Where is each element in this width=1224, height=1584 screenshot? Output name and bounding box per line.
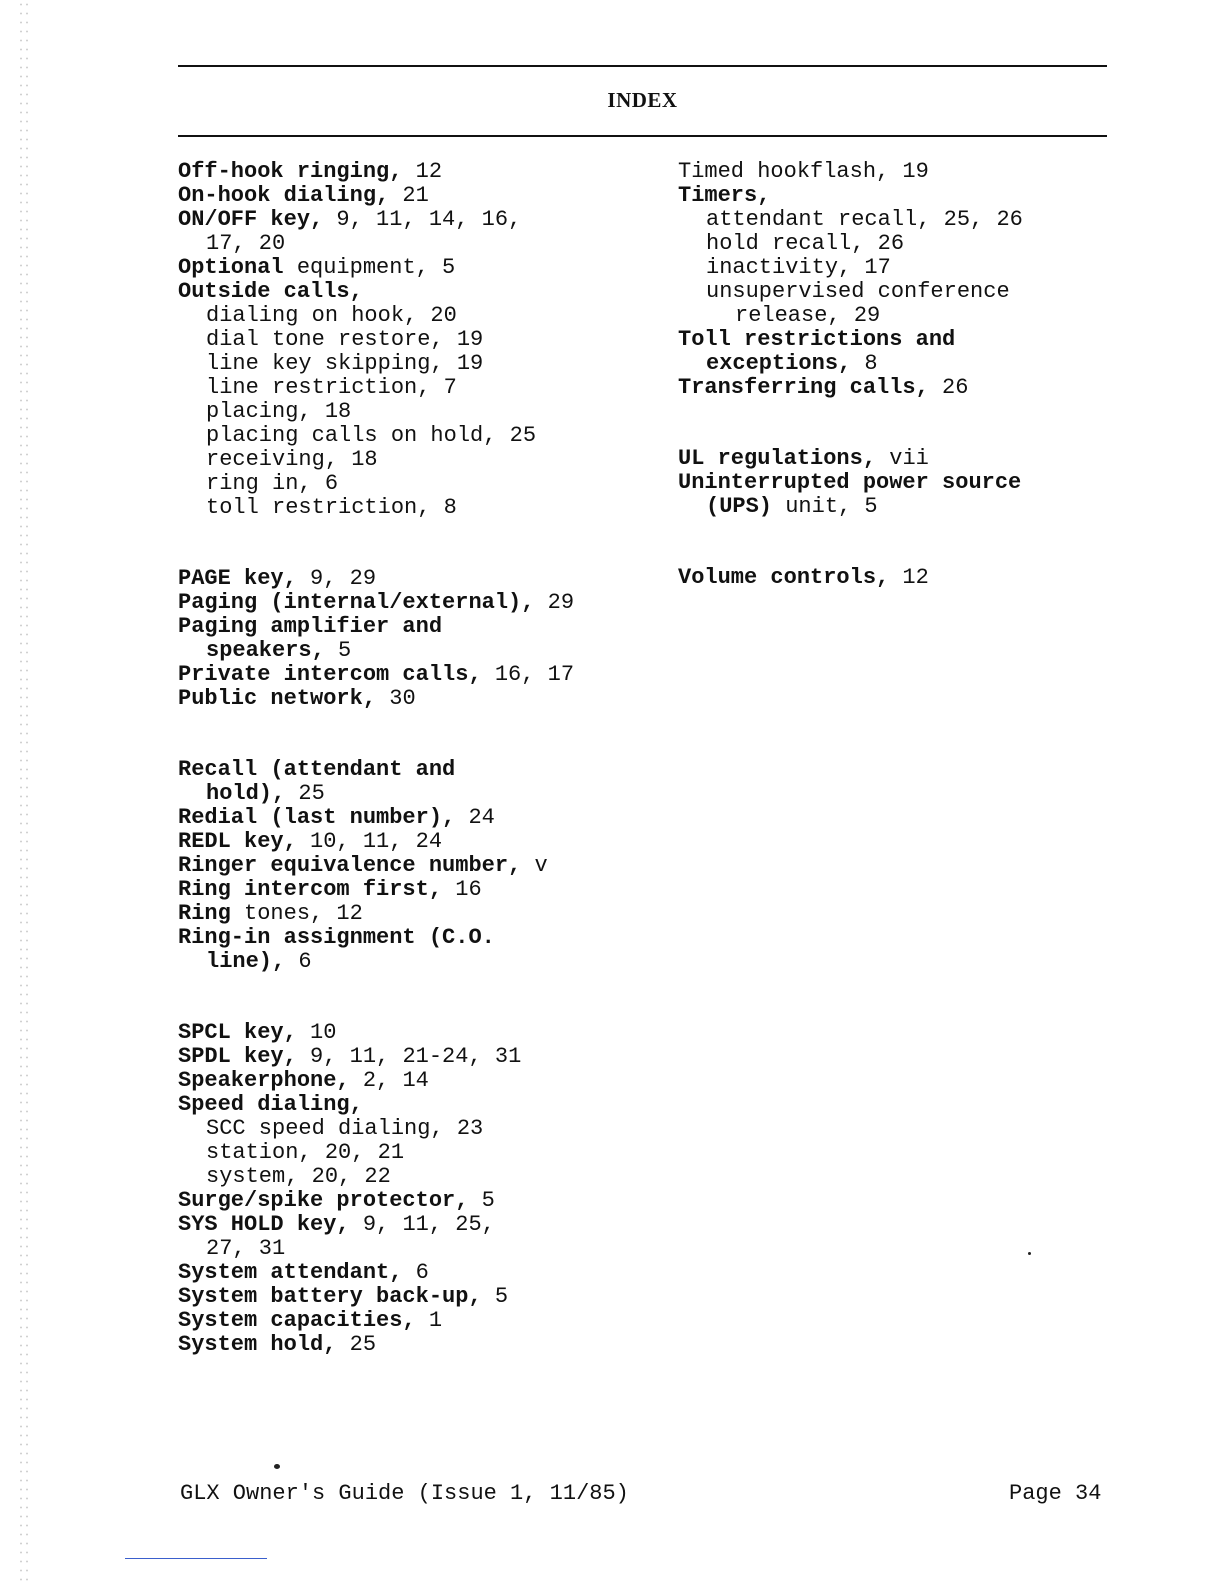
index-subentry [178, 448, 574, 472]
index-subentry [178, 1237, 574, 1261]
index-entry [178, 1309, 574, 1333]
index-term: Transferring calls, [678, 375, 929, 400]
index-pages: release, 29 [735, 303, 881, 328]
index-term: On-hook dialing, [178, 183, 390, 208]
index-entry [178, 1333, 574, 1357]
index-entry [178, 1261, 574, 1285]
index-entry [678, 471, 1023, 495]
index-term: Timers, [678, 183, 771, 208]
index-term: Paging amplifier and [178, 614, 443, 639]
index-entry [678, 447, 1023, 471]
index-entry [678, 328, 1023, 352]
index-pages: toll restriction, 8 [206, 495, 457, 520]
top-rule [178, 65, 1107, 67]
index-pages: placing, 18 [206, 399, 352, 424]
scan-speck [1028, 1252, 1031, 1255]
index-term: Ring [178, 901, 231, 926]
index-term: Private intercom calls, [178, 662, 482, 687]
index-pages: 29 [534, 590, 575, 615]
index-term: Ringer equivalence number, [178, 853, 522, 878]
index-entry [178, 758, 574, 782]
index-entry [178, 878, 574, 902]
index-pages: 9, 29 [296, 566, 377, 591]
index-pages: SCC speed dialing, 23 [206, 1116, 484, 1141]
index-subentry [178, 232, 574, 256]
index-subentry [678, 232, 1023, 256]
index-entry [178, 902, 574, 926]
index-term: Paging (internal/external), [178, 590, 535, 615]
index-term: speakers, [206, 638, 325, 663]
index-pages: 9, 11, 25, [349, 1212, 495, 1237]
index-term: Public network, [178, 686, 377, 711]
index-subentry [678, 256, 1023, 280]
index-entry [178, 160, 574, 184]
index-pages: 25 [285, 781, 325, 806]
index-pages: Timed hookflash, 19 [678, 159, 929, 184]
index-pages: 25 [336, 1332, 377, 1357]
index-pages: 10 [296, 1020, 337, 1045]
index-subentry [178, 496, 574, 520]
index-pages: unsupervised conference [706, 279, 1010, 304]
index-term: Redial (last number), [178, 805, 456, 830]
index-pages: 30 [376, 686, 416, 711]
index-term: Ring-in assignment (C.O. [178, 925, 495, 950]
index-pages: 8 [851, 351, 878, 376]
index-term: Ring intercom first, [178, 877, 443, 902]
index-pages: 16 [442, 877, 482, 902]
index-term: Surge/spike protector, [178, 1188, 469, 1213]
index-entry [678, 160, 1023, 184]
index-pages: 5 [324, 638, 352, 663]
index-entry [178, 1045, 574, 1069]
index-term: (UPS) [706, 494, 773, 519]
index-term: PAGE key, [178, 566, 297, 591]
index-pages: 12 [402, 159, 443, 184]
index-entry [178, 854, 574, 878]
index-pages: placing calls on hold, 25 [206, 423, 537, 448]
index-subentry [178, 424, 574, 448]
index-pages: 6 [402, 1260, 429, 1285]
index-pages: equipment, 5 [283, 255, 456, 280]
index-term: Optional [178, 255, 284, 280]
index-term: Off-hook ringing, [178, 159, 403, 184]
index-pages: 2, 14 [349, 1068, 429, 1093]
index-term: REDL key, [178, 829, 297, 854]
index-pages: station, 20, 21 [206, 1140, 405, 1165]
index-term: UL regulations, [678, 446, 877, 471]
index-entry [178, 1189, 574, 1213]
index-subentry [178, 400, 574, 424]
index-entry [178, 280, 574, 304]
index-pages: 6 [285, 949, 312, 974]
index-term: System hold, [178, 1332, 337, 1357]
index-entry [178, 1213, 574, 1237]
index-term: Toll restrictions and [678, 327, 956, 352]
index-subentry [678, 208, 1023, 232]
index-pages: line restriction, 7 [206, 375, 457, 400]
index-subentry [178, 352, 574, 376]
index-subentry [678, 304, 1023, 328]
index-entry [178, 256, 574, 280]
index-pages: tones, 12 [230, 901, 363, 926]
index-term: exceptions, [706, 351, 852, 376]
index-pages: 9, 11, 14, 16, [323, 207, 522, 232]
index-entry [178, 1069, 574, 1093]
index-pages: 5 [468, 1188, 495, 1213]
index-pages: dial tone restore, 19 [206, 327, 484, 352]
index-pages: vii [876, 446, 929, 471]
scan-underline-mark [125, 1558, 267, 1559]
index-subentry [178, 304, 574, 328]
index-term: System battery back-up, [178, 1284, 482, 1309]
index-entry [178, 184, 574, 208]
index-term: hold), [206, 781, 286, 806]
index-entry [178, 591, 574, 615]
index-pages: dialing on hook, 20 [206, 303, 457, 328]
index-pages: ring in, 6 [206, 471, 339, 496]
index-entry [178, 208, 574, 232]
index-term: SYS HOLD key, [178, 1212, 350, 1237]
index-term: Outside calls, [178, 279, 363, 304]
index-pages: system, 20, 22 [206, 1164, 391, 1189]
index-term: Uninterrupted power source [678, 470, 1022, 495]
scan-speck [274, 1464, 280, 1469]
index-subentry [178, 639, 574, 663]
index-term: System capacities, [178, 1308, 416, 1333]
index-pages: line key skipping, 19 [206, 351, 484, 376]
index-pages: 21 [389, 183, 429, 208]
index-pages: 10, 11, 24 [296, 829, 443, 854]
index-pages: 17, 20 [206, 231, 286, 256]
index-subentry [178, 472, 574, 496]
index-term: SPCL key, [178, 1020, 297, 1045]
footer-page-number: Page 34 [1009, 1481, 1102, 1506]
index-subentry [678, 352, 1023, 376]
page-title: INDEX [607, 88, 678, 112]
index-entry [178, 926, 574, 950]
scan-margin-speckle [18, 0, 32, 1584]
index-entry [178, 806, 574, 830]
index-pages: attendant recall, 25, 26 [706, 207, 1023, 232]
index-entry [178, 830, 574, 854]
index-subentry [178, 376, 574, 400]
index-term: Recall (attendant and [178, 757, 456, 782]
index-term: ON/OFF key, [178, 207, 324, 232]
index-pages: v [521, 853, 548, 878]
index-entry [678, 376, 1023, 400]
footer-guide-title: GLX Owner's Guide (Issue 1, 11/85) [180, 1481, 629, 1506]
index-column-right [678, 160, 1023, 590]
index-subentry [178, 950, 574, 974]
index-pages: receiving, 18 [206, 447, 378, 472]
index-section-gap [678, 400, 1023, 447]
title-rule [178, 135, 1107, 137]
index-pages: 1 [415, 1308, 443, 1333]
index-term: Speakerphone, [178, 1068, 350, 1093]
index-entry [678, 184, 1023, 208]
index-column-left [178, 160, 574, 1357]
index-pages: 12 [889, 565, 929, 590]
index-subentry [678, 495, 1023, 519]
index-pages: hold recall, 26 [706, 231, 905, 256]
index-pages: 9, 11, 21-24, 31 [296, 1044, 522, 1069]
index-section-gap [678, 519, 1023, 566]
index-subentry [178, 328, 574, 352]
index-section-gap [178, 974, 574, 1021]
index-entry [178, 615, 574, 639]
index-term: System attendant, [178, 1260, 403, 1285]
index-pages: 5 [481, 1284, 509, 1309]
index-term: SPDL key, [178, 1044, 297, 1069]
index-term: Speed dialing, [178, 1092, 363, 1117]
index-entry [678, 566, 1023, 590]
index-pages: 27, 31 [206, 1236, 286, 1261]
index-entry [178, 1021, 574, 1045]
index-section-gap [178, 711, 574, 758]
index-subentry [178, 782, 574, 806]
index-subentry [178, 1165, 574, 1189]
index-entry [178, 663, 574, 687]
index-pages: inactivity, 17 [706, 255, 891, 280]
index-subentry [178, 1141, 574, 1165]
index-entry [178, 1285, 574, 1309]
index-subentry [178, 1117, 574, 1141]
index-pages: 16, 17 [481, 662, 575, 687]
index-entry [178, 687, 574, 711]
index-entry [178, 1093, 574, 1117]
index-term: Volume controls, [678, 565, 890, 590]
index-term: line), [206, 949, 286, 974]
index-entry [178, 567, 574, 591]
index-pages: unit, 5 [772, 494, 878, 519]
index-pages: 24 [455, 805, 495, 830]
index-section-gap [178, 520, 574, 567]
index-pages: 26 [928, 375, 969, 400]
index-subentry [678, 280, 1023, 304]
